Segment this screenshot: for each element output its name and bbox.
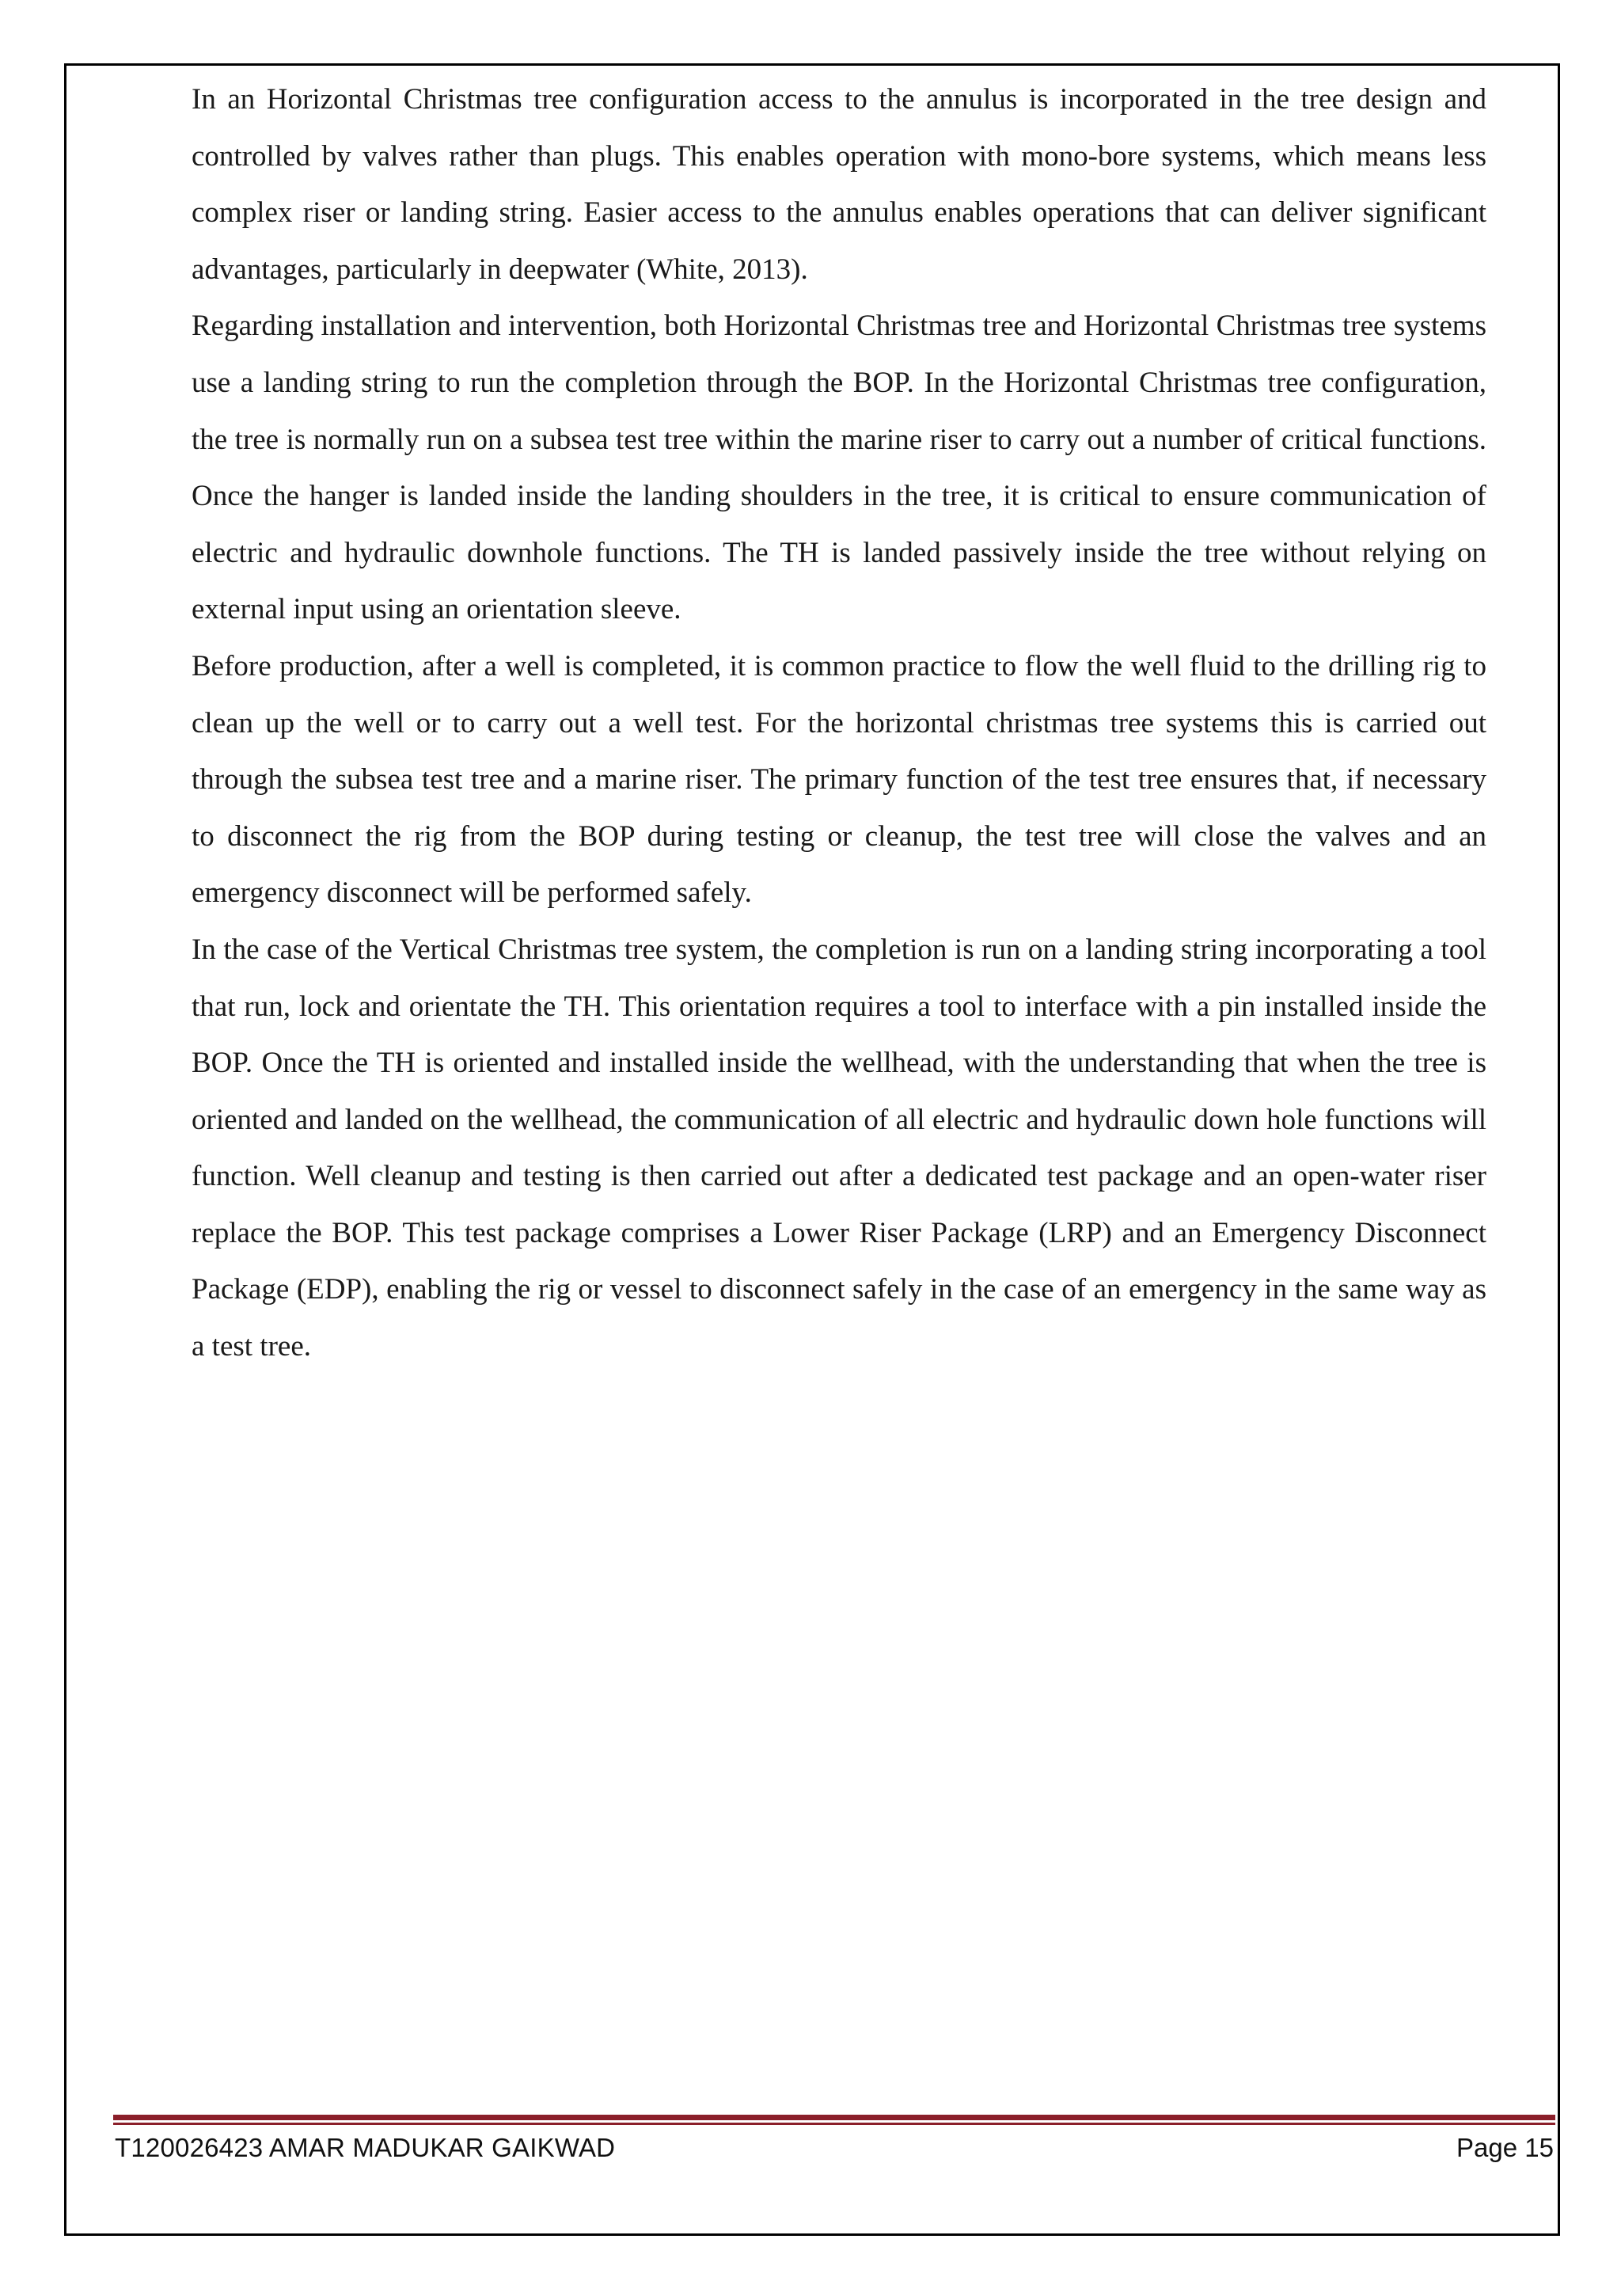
paragraph-vertical-tree: In the case of the Vertical Christmas tree system, the completion is run on a landing string incorporating a tool that run, lock and orientate the TH. This orientation requires a tool to interface with a pin installed inside the BOP. Once the TH is oriented and installed inside the wellhead, with the understanding that when the tree is oriented and landed on the wellhead, the communication of all electric and hydraulic down hole functions will function. Well cleanup and testing is then carried out after a dedicated test package and an open-water riser replace the BOP. This test package comprises a Lower Riser Package (LRP) and an Emergency Disconnect Package (EDP), enabling the rig or vessel to disconnect safely in the case of an emergency in the same way as a test tree.	[192, 933, 1486, 1363]
body-text	[192, 71, 1486, 1375]
paragraph-horizontal-tree-annulus: In an Horizontal Christmas tree configuration access to the annulus is incorporated in the tree design and controlled by valves rather than plugs. This enables operation with mono-bore systems, which means less complex riser or landing string. Easier access to the annulus enables operations that can deliver significant advantages, particularly in deepwater (White, 2013).	[192, 83, 1486, 286]
footer-rule-thick	[113, 2115, 1555, 2120]
footer-author: T120026423 AMAR MADUKAR GAIKWAD	[115, 2133, 616, 2162]
footer-rule-thin	[113, 2123, 1555, 2125]
paragraph-installation-intervention: Regarding installation and intervention, both Horizontal Christmas tree and Horizontal Christmas tree systems use a landing string to run the completion through the BOP. In the Horizontal Christmas tree configuration, the tree is normally run on a subsea test tree within the marine riser to carry out a number of critical functions. Once the hanger is landed inside the landing shoulders in the tree, it is critical to ensure communication of electric and hydraulic downhole functions. The TH is landed passively inside the tree without relying on external input using an orientation sleeve.	[192, 310, 1486, 626]
paragraph-before-production: Before production, after a well is completed, it is common practice to flow the well fluid to the drilling rig to clean up the well or to carry out a well test. For the horizontal christmas tree systems this is carried out through the subsea test tree and a marine riser. The primary function of the test tree ensures that, if necessary to disconnect the rig from the BOP during testing or cleanup, the test tree will close the valves and an emergency disconnect will be performed safely.	[192, 649, 1486, 910]
footer-rule	[113, 2115, 1555, 2125]
footer-page-number: Page 15	[1456, 2133, 1554, 2162]
